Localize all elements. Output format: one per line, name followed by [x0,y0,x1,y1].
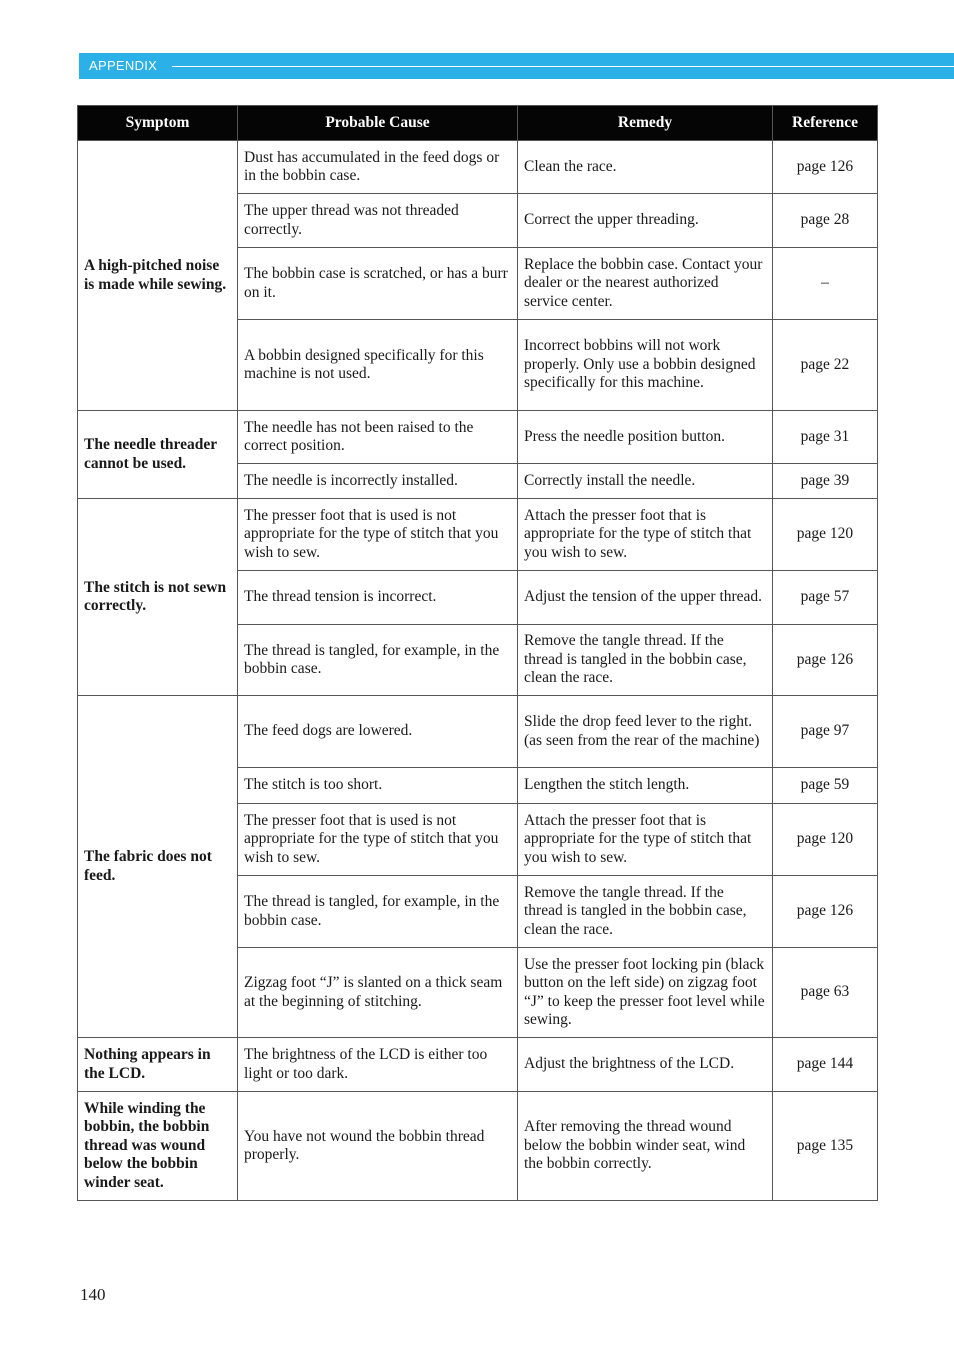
symptom-cell: The needle threader cannot be used. [78,411,238,499]
reference-cell: page 39 [773,464,878,499]
cause-cell: The thread tension is incorrect. [238,571,518,625]
cause-cell: The bobbin case is scratched, or has a burr on it. [238,248,518,320]
reference-cell: page 57 [773,571,878,625]
troubleshooting-table [77,105,878,1201]
cause-cell: The presser foot that is used is not appropriate for the type of stitch that you wish to sew. [238,804,518,876]
cause-cell: The stitch is too short. [238,768,518,804]
cause-cell: Zigzag foot “J” is slanted on a thick seam at the beginning of stitching. [238,948,518,1038]
header-row [78,106,878,141]
cause-cell: The brightness of the LCD is either too light or too dark. [238,1038,518,1092]
table-row [78,499,878,571]
table-row [78,1092,878,1201]
cause-cell: The thread is tangled, for example, in the bobbin case. [238,625,518,696]
symptom-cell: The stitch is not sewn correctly. [78,499,238,696]
remedy-cell: Incorrect bobbins will not work properly. Only use a bobbin designed specifically for this machine. [518,320,773,411]
banner-rule [172,66,954,67]
reference-cell: page 120 [773,804,878,876]
reference-cell: page 97 [773,696,878,768]
cause-cell: The needle is incorrectly installed. [238,464,518,499]
column-header-remedy: Remedy [518,106,773,141]
table-row [78,411,878,464]
section-label: APPENDIX [89,58,158,73]
symptom-cell: Nothing appears in the LCD. [78,1038,238,1092]
cause-cell: The upper thread was not threaded correctly. [238,194,518,248]
cause-cell: The feed dogs are lowered. [238,696,518,768]
reference-cell: page 135 [773,1092,878,1201]
remedy-cell: Press the needle position button. [518,411,773,464]
remedy-cell: Slide the drop feed lever to the right. (as seen from the rear of the machine) [518,696,773,768]
remedy-cell: Correctly install the needle. [518,464,773,499]
reference-cell: page 126 [773,141,878,194]
cause-cell: You have not wound the bobbin thread properly. [238,1092,518,1201]
reference-cell: page 126 [773,876,878,948]
symptom-cell: A high-pitched noise is made while sewing. [78,141,238,411]
cause-cell: The presser foot that is used is not appropriate for the type of stitch that you wish to sew. [238,499,518,571]
reference-cell: page 120 [773,499,878,571]
remedy-cell: After removing the thread wound below the bobbin winder seat, wind the bobbin correctly. [518,1092,773,1201]
remedy-cell: Replace the bobbin case. Contact your dealer or the nearest authorized service center. [518,248,773,320]
remedy-cell: Lengthen the stitch length. [518,768,773,804]
remedy-cell: Attach the presser foot that is appropriate for the type of stitch that you wish to sew. [518,804,773,876]
remedy-cell: Attach the presser foot that is appropriate for the type of stitch that you wish to sew. [518,499,773,571]
remedy-cell: Clean the race. [518,141,773,194]
remedy-cell: Remove the tangle thread. If the thread is tangled in the bobbin case, clean the race. [518,625,773,696]
page-number: 140 [80,1285,106,1304]
reference-cell: page 63 [773,948,878,1038]
remedy-cell: Correct the upper threading. [518,194,773,248]
table-row [78,1038,878,1092]
reference-cell: page 126 [773,625,878,696]
table-body [78,141,878,1201]
column-header-reference: Reference [773,106,878,141]
reference-cell: page 59 [773,768,878,804]
table-row [78,141,878,194]
section-banner [79,53,954,79]
remedy-cell: Remove the tangle thread. If the thread is tangled in the bobbin case, clean the race. [518,876,773,948]
cause-cell: The thread is tangled, for example, in the bobbin case. [238,876,518,948]
symptom-cell: While winding the bobbin, the bobbin thread was wound below the bobbin winder seat. [78,1092,238,1201]
column-header-cause: Probable Cause [238,106,518,141]
remedy-cell: Adjust the brightness of the LCD. [518,1038,773,1092]
cause-cell: Dust has accumulated in the feed dogs or in the bobbin case. [238,141,518,194]
symptom-cell: The fabric does not feed. [78,696,238,1038]
table-row [78,696,878,768]
reference-cell: page 31 [773,411,878,464]
column-header-symptom: Symptom [78,106,238,141]
remedy-cell: Adjust the tension of the upper thread. [518,571,773,625]
reference-cell: page 144 [773,1038,878,1092]
cause-cell: The needle has not been raised to the correct position. [238,411,518,464]
reference-cell: page 28 [773,194,878,248]
cause-cell: A bobbin designed specifically for this machine is not used. [238,320,518,411]
reference-cell: – [773,248,878,320]
table-header [78,106,878,141]
reference-cell: page 22 [773,320,878,411]
remedy-cell: Use the presser foot locking pin (black button on the left side) on zigzag foot “J” to keep the presser foot level while sewing. [518,948,773,1038]
